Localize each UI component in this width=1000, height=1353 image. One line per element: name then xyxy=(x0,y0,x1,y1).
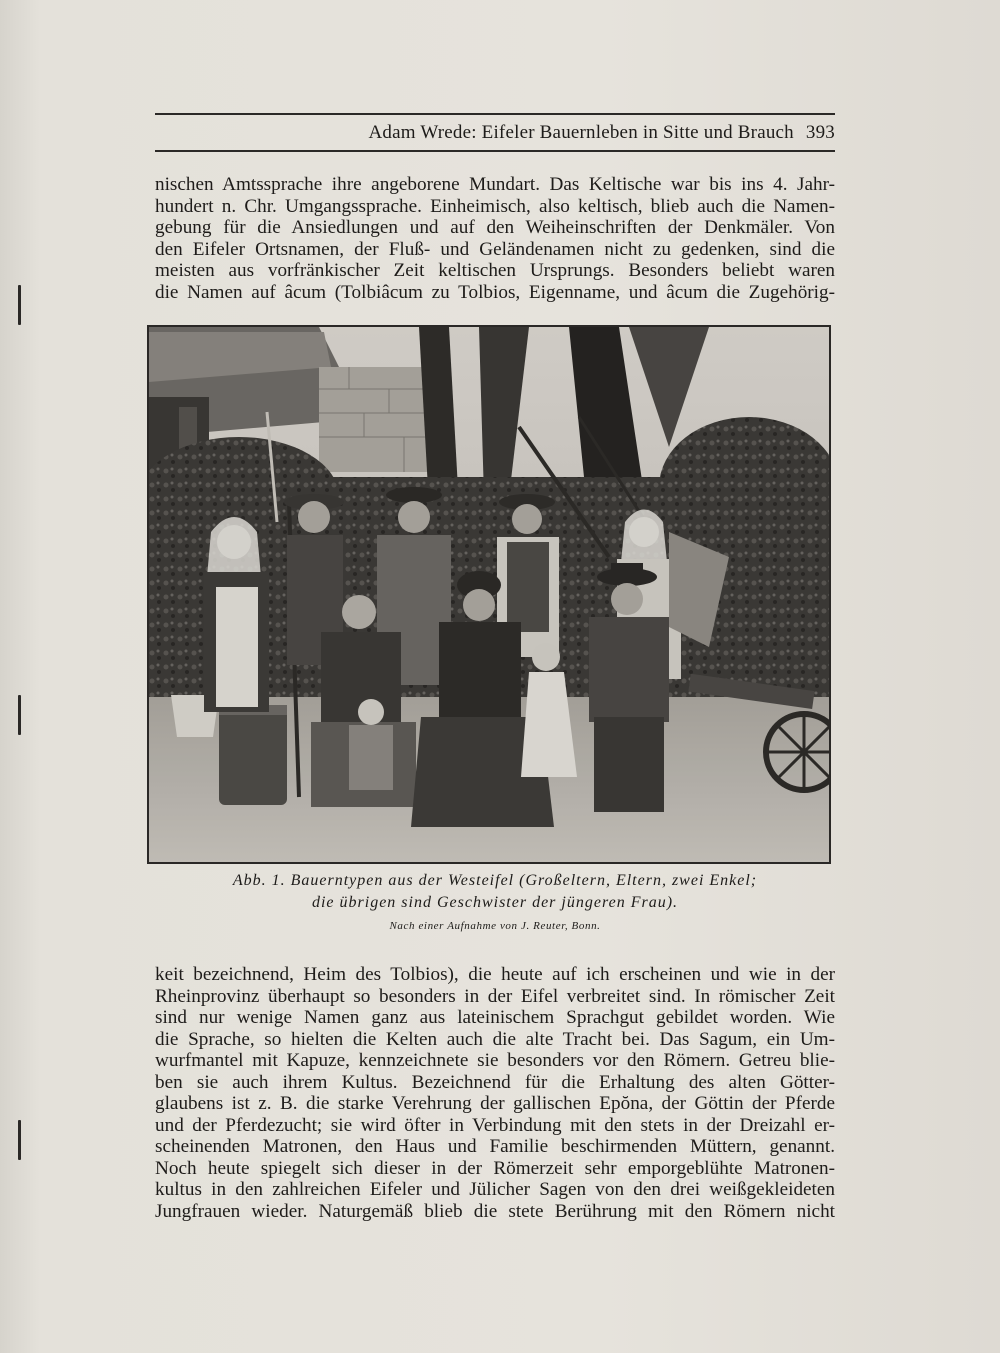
figure-caption-line-2: die übrigen sind Geschwister der jüngeren Frau). xyxy=(311,894,679,911)
header-top-rule xyxy=(155,113,835,115)
text-line: sind nur wenige Namen ganz aus lateinischem Sprachgut gebildet worden. Wie xyxy=(155,1007,835,1028)
figure-photo-credit: Nach einer Aufnahme von J. Reuter, Bonn. xyxy=(389,920,601,932)
body-text-bottom xyxy=(155,964,835,1222)
text-line: ben sie auch ihrem Kultus. Bezeichnend für die Erhaltung des alten Götter- xyxy=(155,1071,835,1093)
figure-caption-line-1: Abb. 1. Bauerntypen aus der Westeifel (Großeltern, Eltern, zwei Enkel; xyxy=(232,872,758,889)
scan-edge-mark xyxy=(18,695,21,735)
scan-edge-mark xyxy=(18,285,21,325)
text-line: wurfmantel mit Kapuze, kennzeichnete sie besonders vor den Römern. Getreu blie- xyxy=(155,1050,835,1071)
photograph-farm-family xyxy=(147,325,831,864)
text-line: Jungfrauen wieder. Naturgemäß blieb die stete Berührung mit den Römern nicht xyxy=(155,1200,835,1222)
text-line: Noch heute spiegelt sich dieser in der Römerzeit sehr emporgeblühte Matronen- xyxy=(155,1157,835,1179)
text-line: keit bezeichnend, Heim des Tolbios), die heute auf ich erscheinen und wie in der xyxy=(155,964,835,985)
page-number: 393 xyxy=(805,122,835,143)
text-line: nischen Amtssprache ihre angeborene Mundart. Das Keltische war bis ins 4. Jahr- xyxy=(155,174,835,195)
body-text-top xyxy=(155,174,835,303)
running-header xyxy=(155,122,835,146)
text-line: scheinenden Matronen, den Haus und Familie beschirmenden Müttern, genannt. xyxy=(155,1136,835,1157)
text-line: kultus in den zahlreichen Eifeler und Jülicher Sagen von den drei weißgekleideten xyxy=(155,1179,835,1200)
text-line: gebung für die Ansiedlungen und auf den Weiheinschriften der Denkmäler. Von xyxy=(155,217,835,238)
scan-edge-mark xyxy=(18,1120,21,1160)
text-line: Rheinprovinz überhaupt so besonders in der Eifel verbreitet sind. In römischer Zeit xyxy=(155,985,835,1007)
text-line: die Namen auf âcum (Tolbiâcum zu Tolbios, Eigenname, und âcum die Zugehörig- xyxy=(155,281,835,303)
photo-illustration xyxy=(149,327,829,862)
running-title: Adam Wrede: Eifeler Bauernleben in Sitte und Brauch xyxy=(368,122,794,143)
text-line: hundert n. Chr. Umgangssprache. Einheimisch, also keltisch, blieb auch die Namen- xyxy=(155,195,835,217)
text-line: den Eifeler Ortsnamen, der Fluß- und Geländenamen nicht zu gedenken, sind die xyxy=(155,238,835,260)
text-line: glaubens ist z. B. die starke Verehrung der gallischen Epŏna, der Göttin der Pferde xyxy=(155,1093,835,1114)
text-line: meisten aus vorfränkischer Zeit keltischen Ursprungs. Besonders beliebt waren xyxy=(155,260,835,281)
text-line: die Sprache, so hielten die Kelten auch die alte Tracht bei. Das Sagum, ein Um- xyxy=(155,1028,835,1050)
text-line: und der Pferdezucht; sie wird öfter in Verbindung mit den stets in der Dreizahl er- xyxy=(155,1114,835,1136)
header-bottom-rule xyxy=(155,150,835,152)
